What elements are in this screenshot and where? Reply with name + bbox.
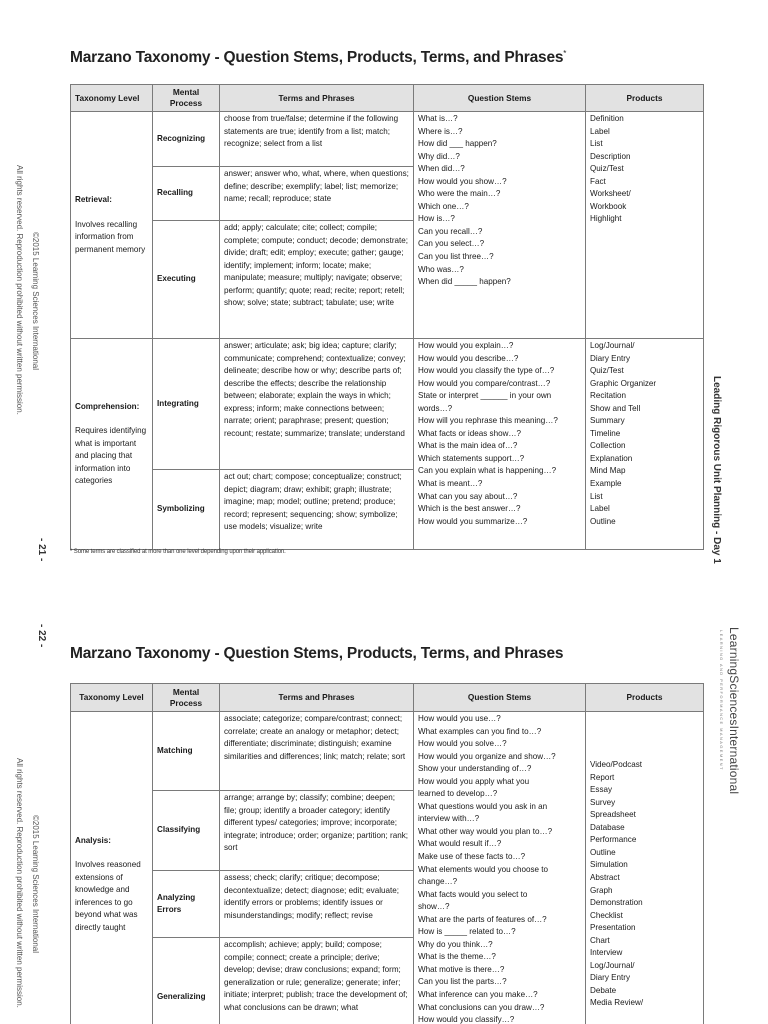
list-item: Label [590,126,610,136]
header-taxonomy-level: Taxonomy Level [71,684,153,712]
list-item: How would you compare/contrast…? [418,378,551,388]
list-item: Log/Journal/ [590,341,635,350]
list-item: What can you say about…? [418,491,518,501]
list-item: Video/Podcast [590,760,643,770]
list-item: words…? [418,403,453,413]
list-item: Worksheet/ [590,189,631,199]
process-recalling: Recalling [153,167,220,221]
list-item: List [590,491,603,501]
list-item: Summary [590,416,625,426]
table-row [71,712,704,791]
rights-notice-line2: All rights reserved. Reproduction prohibited without written permission. [15,758,24,1008]
terms-cell: answer; answer who, what, where, when questions; define; describe; exemplify; label; list; memorize; name; recall; reproduce; state [220,167,414,221]
list-item: What facts or ideas show…? [418,428,522,438]
list-item: Diary Entry [590,353,631,363]
level-description: Involves recalling information from permanent memory [75,219,146,254]
list-item: Simulation [590,860,628,870]
list-item: Quiz/Test [590,164,624,174]
terms-cell: associate; categorize; compare/contrast; connect; correlate; create an analogy or metaphor; detect; differentiate; discriminate; distinguish; examine similarities and differences; link; match; relate; sort [220,712,414,791]
list-item: Definition [590,114,624,123]
process-generalizing: Generalizing [153,938,220,1024]
list-item: Interview [590,948,623,958]
list-item: How would you describe…? [418,353,519,363]
products-cell-comprehension [586,339,704,550]
list-item: How would you explain…? [418,341,514,350]
list-item: What is the theme…? [418,952,496,962]
terms-cell: assess; check; clarify; critique; decompose; decontextualize; detect; diagnose; edit; evaluate; identify errors or problems; identify issues or misunderstandings; modify; reflect; revise [220,871,414,938]
level-cell-comprehension [71,339,153,550]
list-item: Highlight [590,214,622,224]
list-item: How would you show…? [418,176,507,186]
header-taxonomy-level: Taxonomy Level [71,85,153,112]
list-item: Which one…? [418,201,469,211]
side-title: Leading Rigorous Unit Planning - Day 1 [711,376,722,564]
table-row [71,112,704,167]
list-item: Can you list three…? [418,252,494,262]
list-item: How would you classify the type of…? [418,366,555,376]
terms-cell: answer; articulate; ask; big idea; capture; clarify; communicate; comprehend; contextualize; convey; delineate; describe how or why; describe parts of; describe the effects; describe the relationship between; elaborate; explain the ways in which; express; inform; make connections between; narrate; orient; paraphrase; present; question; recount; restate; summarize; translate; understand [220,339,414,470]
list-item: Chart [590,935,610,945]
list-item: Checklist [590,910,623,920]
list-item: How is _____ related to…? [418,927,516,937]
lsi-logo-tagline: LEARNING AND PERFORMANCE MANAGEMENT [719,630,724,771]
list-item: Essay [590,785,613,795]
list-item: What elements would you choose to [418,864,549,874]
list-item: Who were the main…? [418,189,501,199]
list-item: Abstract [590,872,620,882]
lsi-logo-text: LearningSciencesInternational [727,627,741,795]
process-analyzing-errors: Analyzing Errors [153,871,220,938]
list-item: What are the parts of features of…? [418,914,547,924]
list-item: Show and Tell [590,403,641,413]
level-description: Involves reasoned extensions of knowledge and inferences to go beyond what was directly taught [75,860,141,932]
table-header-row [71,684,704,712]
list-item: What conclusions can you draw…? [418,1002,545,1012]
list-item: How did ___ happen? [418,139,497,149]
page-title: Marzano Taxonomy - Question Stems, Products, Terms, and Phrases* [70,49,567,67]
process-classifying: Classifying [153,791,220,871]
terms-cell: act out; chart; compose; conceptualize; construct; depict; diagram; draw; exhibit; graph; illustrate; imagine; map; model; outline; pretend; produce; record; represent; sequencing; show; symbolize; use models; visualize; write [220,470,414,550]
taxonomy-table [70,683,704,1024]
header-products: Products [586,684,704,712]
list-item: When did…? [418,164,465,174]
list-item: What questions would you ask in an [418,801,548,811]
list-item: Quiz/Test [590,366,624,376]
list-item: What is meant…? [418,479,483,489]
page-22 [0,590,768,1024]
list-item: How would you summarize…? [418,516,528,526]
level-name: Analysis: [75,835,111,845]
process-symbolizing: Symbolizing [153,470,220,550]
level-name: Retrieval: [75,195,112,204]
stems-cell-retrieval [414,112,586,339]
header-stems: Question Stems [414,85,586,112]
list-item: Presentation [590,923,636,933]
terms-cell: accomplish; achieve; apply; build; compose; compile; connect; create a principle; derive; develop; devise; draw conclusions; expand; form; generalization or rule; generalize; generate; infer; initiate; interpret; publish; trace the development of; what conclusions can be drawn; what [220,938,414,1024]
list-item: Demonstration [590,898,643,908]
list-item: Can you explain what is happening…? [418,466,557,476]
header-terms: Terms and Phrases [220,85,414,112]
list-item: Debate [590,985,617,995]
list-item: Survey [590,797,616,807]
list-item: Collection [590,441,626,451]
list-item: Timeline [590,428,621,438]
stems-cell-analysis [414,712,586,1024]
list-item: Who was…? [418,264,464,274]
list-item: Log/Journal/ [590,960,635,970]
footnote: * Some terms are classified at more than one level depending upon their application. [70,549,286,555]
list-item: Can you list the parts…? [418,977,507,987]
list-item: How would you use…? [418,714,501,723]
list-item: interview with…? [418,814,480,824]
list-item: Which statements support…? [418,453,525,463]
terms-cell: choose from true/false; determine if the following statements are true; identify from a list; match; recognize; select from a list [220,112,414,167]
list-item: Why do you think…? [418,939,493,949]
stems-cell-comprehension [414,339,586,550]
taxonomy-table [70,84,704,550]
list-item: Mind Map [590,466,626,476]
level-cell-analysis [71,712,153,1024]
process-integrating: Integrating [153,339,220,470]
level-name: Comprehension: [75,401,140,411]
list-item: What motive is there…? [418,964,505,974]
rights-notice-line1: ©2015 Learning Sciences International [31,815,40,953]
list-item: change…? [418,877,458,887]
list-item: State or interpret ______ in your own [418,391,552,401]
list-item: What inference can you make…? [418,990,538,1000]
table-header-row [71,85,704,112]
list-item: How will you rephrase this meaning…? [418,416,558,426]
products-cell-analysis [586,712,704,1024]
terms-cell: arrange; arrange by; classify; combine; deepen; file; group; identify a broader category; identify different types/ categories; improve; incorporate; integrate; introduce; order; organize; partition; rank; sort [220,791,414,871]
list-item: List [590,139,603,149]
page-title: Marzano Taxonomy - Question Stems, Products, Terms, and Phrases [70,645,564,662]
table-row [71,339,704,470]
page-number: - 21 - [36,538,47,562]
list-item: Report [590,772,615,782]
list-item: Show your understanding of…? [418,764,532,774]
level-description: Requires identifying what is important and placing that information into categories [75,426,147,485]
list-item: What other way would you plan to…? [418,826,553,836]
list-item: Example [590,479,622,489]
list-item: What facts would you select to [418,889,528,899]
process-recognizing: Recognizing [153,112,220,167]
header-stems: Question Stems [414,684,586,712]
process-executing: Executing [153,221,220,339]
list-item: What is…? [418,114,458,123]
list-item: How is…? [418,214,455,224]
header-mental-process: Mental Process [153,85,220,112]
list-item: Can you select…? [418,239,485,249]
list-item: learned to develop…? [418,789,498,799]
header-terms: Terms and Phrases [220,684,414,712]
list-item: Make use of these facts to…? [418,852,526,862]
list-item: Graphic Organizer [590,378,657,388]
list-item: Can you recall…? [418,226,483,236]
list-item: What is the main idea of…? [418,441,518,451]
terms-cell: add; apply; calculate; cite; collect; compile; complete; compute; conduct; decode; demonstrate; divide; draft; edit; employ; execute; gather; gauge; identify; implement; inform; locate; make; manipulate; measure; multiply; navigate; observe; perform; quantify; quote; read; recite; report; retell; show; solve; state; subtract; tabulate; use; write [220,221,414,339]
rights-notice-line1: ©2015 Learning Sciences International [31,232,40,370]
page-number: - 22 - [36,624,47,648]
list-item: How would you organize and show…? [418,751,556,761]
list-item: Spreadsheet [590,810,636,820]
list-item: When did _____ happen? [418,277,511,287]
list-item: Where is…? [418,126,463,136]
list-item: Fact [590,176,606,186]
list-item: Recitation [590,391,626,401]
list-item: Media Review/ [590,998,644,1008]
list-item: Performance [590,835,637,845]
level-cell-retrieval [71,112,153,339]
list-item: Outline [590,516,616,526]
header-mental-process: Mental Process [153,684,220,712]
list-item: Graph [590,885,613,895]
products-cell-retrieval [586,112,704,339]
list-item: Database [590,822,625,832]
list-item: Label [590,504,610,514]
rights-notice-line2: All rights reserved. Reproduction prohibited without written permission. [15,165,24,415]
list-item: What would result if…? [418,839,502,849]
list-item: How would you apply what you [418,776,530,786]
list-item: Diary Entry [590,973,631,983]
list-item: Why did…? [418,151,460,161]
list-item: What examples can you find to…? [418,726,542,736]
list-item: Outline [590,847,616,857]
list-item: Workbook [590,201,627,211]
list-item: Explanation [590,453,633,463]
list-item: How would you solve…? [418,739,507,749]
list-item: show…? [418,902,450,912]
process-matching: Matching [153,712,220,791]
header-products: Products [586,85,704,112]
list-item: Description [590,151,631,161]
list-item: How would you classify…? [418,1015,515,1024]
list-item: Which is the best answer…? [418,504,521,514]
